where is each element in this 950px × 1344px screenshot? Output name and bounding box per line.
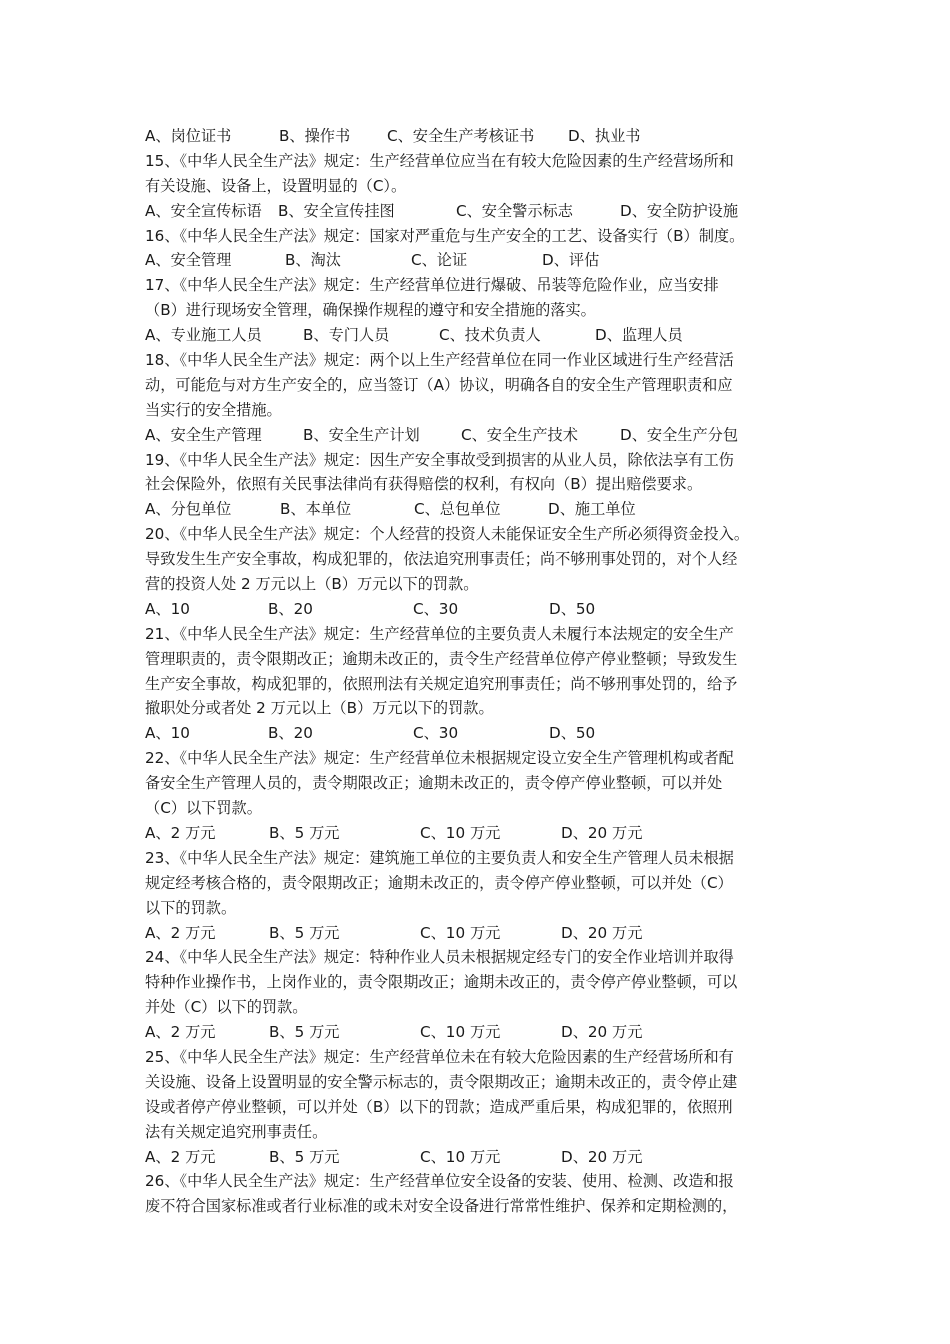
question-item xyxy=(145,448,817,498)
answer-option: A、2 万元 xyxy=(145,823,216,842)
question-item xyxy=(145,1169,817,1219)
question-text-line: （B）进行现场安全管理，确保操作规程的遵守和安全措施的落实。 xyxy=(145,301,596,320)
answer-option: C、10 万元 xyxy=(420,1147,501,1166)
question-list xyxy=(145,124,817,1219)
question-text-line: 导致发生生产安全事故，构成犯罪的，依法追究刑事责任；尚不够刑事处罚的，对个人经 xyxy=(145,550,738,569)
answer-options-row xyxy=(145,721,817,746)
answer-option: D、50 xyxy=(549,599,596,618)
question-text-line: 22、《中华人民全生产法》规定：生产经营单位未根据规定设立安全生产管理机构或者配 xyxy=(145,749,734,768)
answer-option: B、安全生产计划 xyxy=(303,425,420,444)
question-text-line: 营的投资人处 2 万元以上（B）万元以下的罚款。 xyxy=(145,575,479,594)
answer-option: C、10 万元 xyxy=(420,923,501,942)
answer-option: D、20 万元 xyxy=(561,1147,643,1166)
question-text-line: 21、《中华人民全生产法》规定：生产经营单位的主要负责人未履行本法规定的安全生产 xyxy=(145,624,734,643)
answer-option: A、分包单位 xyxy=(145,500,232,519)
question-text-line: 设或者停产停业整顿，可以并处（B）以下的罚款；造成严重后果，构成犯罪的，依照刑 xyxy=(145,1097,733,1116)
answer-option: B、5 万元 xyxy=(269,1023,340,1042)
answer-options-row xyxy=(145,124,817,149)
answer-option: D、安全防护设施 xyxy=(620,201,739,220)
question-text-line: 管理职责的，责令限期改正；逾期未改正的，责令生产经营单位停产停业整顿；导致发生 xyxy=(145,649,738,668)
question-text-line: 法有关规定追究刑事责任。 xyxy=(145,1122,328,1141)
answer-option: B、5 万元 xyxy=(269,923,340,942)
answer-option: C、安全生产技术 xyxy=(461,425,578,444)
answer-option: A、2 万元 xyxy=(145,1147,216,1166)
question-item xyxy=(145,522,817,597)
question-text-line: 19、《中华人民全生产法》规定：因生产安全事故受到损害的从业人员，除依法享有工伤 xyxy=(145,450,734,469)
question-item xyxy=(145,622,817,722)
question-text-line: 以下的罚款。 xyxy=(145,898,237,917)
answer-options-row xyxy=(145,1020,817,1045)
answer-option: D、20 万元 xyxy=(561,823,643,842)
answer-option: A、安全管理 xyxy=(145,251,232,270)
question-item xyxy=(145,846,817,921)
answer-options-row xyxy=(145,921,817,946)
answer-option: D、执业书 xyxy=(568,127,641,145)
question-item xyxy=(145,945,817,1020)
question-text-line: 24、《中华人民全生产法》规定：特种作业人员未根据规定经专门的安全作业培训并取得 xyxy=(145,948,734,967)
question-text-line: 26、《中华人民全生产法》规定：生产经营单位安全设备的安装、使用、检测、改造和报 xyxy=(145,1172,734,1191)
answer-option: D、安全生产分包 xyxy=(620,425,739,444)
answer-options-row xyxy=(145,497,817,522)
question-text-line: 17、《中华人民全生产法》规定：生产经营单位进行爆破、吊装等危险作业，应当安排 xyxy=(145,276,719,295)
answer-option: C、30 xyxy=(413,599,459,618)
question-text-line: 15、《中华人民全生产法》规定：生产经营单位应当在有较大危险因素的生产经营场所和 xyxy=(145,151,734,170)
answer-option: A、10 xyxy=(145,599,190,618)
question-text-line: 撤职处分或者处 2 万元以上（B）万元以下的罚款。 xyxy=(145,699,494,718)
question-text-line: 25、《中华人民全生产法》规定：生产经营单位未在有较大危险因素的生产经营场所和有 xyxy=(145,1047,734,1066)
answer-option: D、监理人员 xyxy=(595,326,683,345)
question-text-line: 有关设施、设备上，设置明显的（C）。 xyxy=(145,176,407,195)
answer-options-row xyxy=(145,821,817,846)
question-item xyxy=(145,1045,817,1145)
answer-option: C、30 xyxy=(413,724,459,743)
question-item xyxy=(145,224,817,249)
answer-option: B、操作书 xyxy=(279,127,351,145)
question-text-line: 社会保险外，依照有关民事法律尚有获得赔偿的权利，有权向（B）提出赔偿要求。 xyxy=(145,475,703,494)
answer-options-row xyxy=(145,199,817,224)
question-text-line: 备安全生产管理人员的，责令期限改正；逾期未改正的，责令停产停业整顿，可以并处 xyxy=(145,774,723,793)
answer-option: C、论证 xyxy=(411,251,468,270)
answer-option: A、2 万元 xyxy=(145,1023,216,1042)
answer-option: B、淘汰 xyxy=(285,251,341,270)
question-text-line: 16、《中华人民全生产法》规定：国家对严重危与生产安全的工艺、设备实行（B）制度。 xyxy=(145,226,745,245)
answer-option: C、总包单位 xyxy=(414,500,501,519)
question-item xyxy=(145,746,817,821)
answer-options-row xyxy=(145,597,817,622)
answer-options-row xyxy=(145,1145,817,1170)
answer-option: B、5 万元 xyxy=(269,823,340,842)
answer-option: B、20 xyxy=(268,724,313,743)
answer-option: A、安全宣传标语 xyxy=(145,201,262,220)
question-text-line: 20、《中华人民全生产法》规定：个人经营的投资人未能保证安全生产所必须得资金投入。 xyxy=(145,525,750,544)
answer-option: B、专门人员 xyxy=(303,326,390,345)
answer-option: B、5 万元 xyxy=(269,1147,340,1166)
answer-option: D、评估 xyxy=(542,251,600,270)
answer-options-row xyxy=(145,423,817,448)
question-item xyxy=(145,149,817,199)
question-item xyxy=(145,348,817,423)
question-text-line: 生产安全事故，构成犯罪的，依照刑法有关规定追究刑事责任；尚不够刑事处罚的，给予 xyxy=(145,674,738,693)
answer-option: B、20 xyxy=(268,599,313,618)
answer-option: D、50 xyxy=(549,724,596,743)
answer-options-row xyxy=(145,248,817,273)
question-text-line: 规定经考核合格的，责令限期改正；逾期未改正的，责令停产停业整顿，可以并处（C） xyxy=(145,873,733,892)
question-item xyxy=(145,273,817,323)
answer-option: C、10 万元 xyxy=(420,1023,501,1042)
question-text-line: 18、《中华人民全生产法》规定：两个以上生产经营单位在同一作业区域进行生产经营活 xyxy=(145,351,734,370)
question-text-line: 并处（C）以下的罚款。 xyxy=(145,998,308,1017)
question-text-line: 23、《中华人民全生产法》规定：建筑施工单位的主要负责人和安全生产管理人员未根据 xyxy=(145,848,734,867)
answer-option: A、专业施工人员 xyxy=(145,326,262,345)
answer-option: D、施工单位 xyxy=(548,500,636,519)
answer-option: A、10 xyxy=(145,724,190,743)
answer-option: C、安全警示标志 xyxy=(456,201,573,220)
answer-option: D、20 万元 xyxy=(561,1023,643,1042)
answer-option: C、10 万元 xyxy=(420,823,501,842)
answer-option: A、2 万元 xyxy=(145,923,216,942)
question-text-line: 当实行的安全措施。 xyxy=(145,400,282,419)
question-text-line: 关设施、设备上设置明显的安全警示标志的，责令限期改正；逾期未改正的，责令停止建 xyxy=(145,1072,738,1091)
question-text-line: 特种作业操作书，上岗作业的，责令限期改正；逾期未改正的，责令停产停业整顿，可以 xyxy=(145,973,738,992)
answer-option: B、安全宣传挂图 xyxy=(278,201,395,220)
answer-options-row xyxy=(145,323,817,348)
answer-option: C、安全生产考核证书 xyxy=(387,127,535,145)
answer-option: B、本单位 xyxy=(280,500,352,519)
answer-option: A、岗位证书 xyxy=(145,127,232,145)
question-text-line: 废不符合国家标准或者行业标准的或未对安全设备进行常常性维护、保养和定期检测的， xyxy=(145,1197,738,1216)
question-text-line: 动，可能危与对方生产安全的，应当签订（A）协议，明确各自的安全生产管理职责和应 xyxy=(145,375,733,394)
answer-option: D、20 万元 xyxy=(561,923,643,942)
answer-option: A、安全生产管理 xyxy=(145,425,262,444)
question-text-line: （C）以下罚款。 xyxy=(145,799,262,818)
answer-option: C、技术负责人 xyxy=(439,326,541,345)
